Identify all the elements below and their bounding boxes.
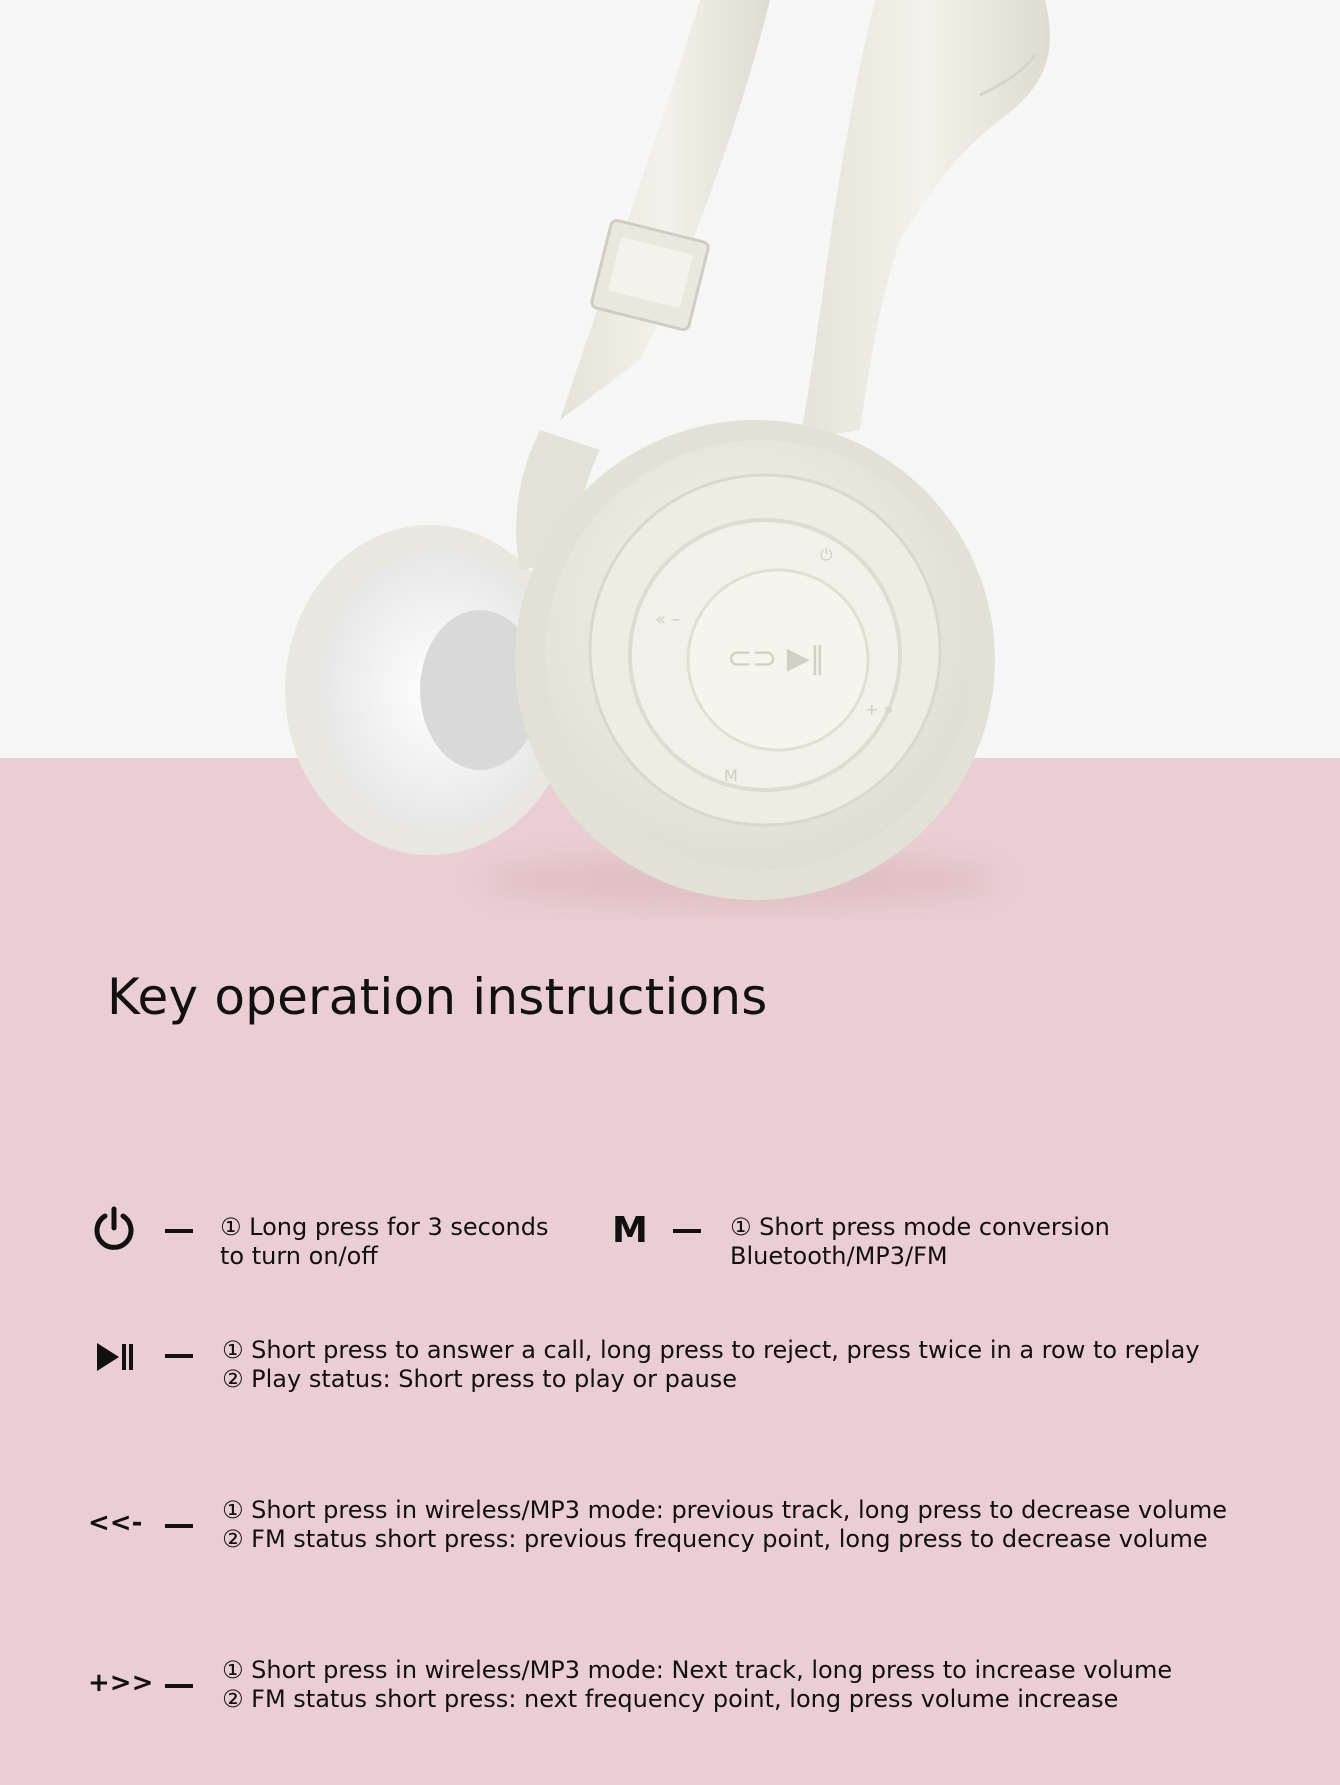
- description-line: ② FM status short press: previous frequency point, long press to decrease volume: [222, 1525, 1208, 1553]
- description-line: ② Play status: Short press to play or pause: [222, 1365, 738, 1393]
- page-title: Key operation instructions: [107, 968, 768, 1026]
- previous-key-symbol: <<-: [88, 1508, 143, 1538]
- power-icon: [92, 1206, 136, 1252]
- dash: [165, 1229, 193, 1233]
- svg-text:+ »: + »: [865, 700, 894, 719]
- play-pause-icon: [96, 1342, 136, 1372]
- next-key-description: [222, 1656, 1172, 1714]
- mode-key-symbol: M: [612, 1210, 648, 1251]
- next-key-symbol: +>>: [88, 1668, 154, 1698]
- dash: [165, 1524, 193, 1528]
- description-line: ② FM status short press: next frequency point, long press volume increase: [222, 1685, 1119, 1713]
- description-line: ① Short press mode conversion: [730, 1213, 1110, 1241]
- svg-text:« –: « –: [655, 609, 681, 630]
- dash: [165, 1354, 193, 1358]
- dash: [673, 1229, 701, 1233]
- previous-key-description: [222, 1496, 1227, 1554]
- svg-text:M: M: [724, 766, 738, 785]
- description-line: to turn on/off: [220, 1242, 378, 1270]
- description-line: ① Short press in wireless/MP3 mode: previous track, long press to decrease volume: [222, 1496, 1227, 1524]
- power-key-description: [220, 1213, 548, 1271]
- dash: [165, 1684, 193, 1688]
- play-key-description: [222, 1336, 1200, 1394]
- svg-text:⏻: ⏻: [820, 545, 833, 564]
- svg-text:⊂⊃ ▶‖: ⊂⊃ ▶‖: [727, 641, 825, 676]
- description-line: ① Short press in wireless/MP3 mode: Next track, long press to increase volume: [222, 1656, 1173, 1684]
- description-line: Bluetooth/MP3/FM: [730, 1242, 948, 1270]
- description-line: ① Short press to answer a call, long press to reject, press twice in a row to replay: [222, 1336, 1200, 1364]
- description-line: ① Long press for 3 seconds: [220, 1213, 549, 1241]
- mode-key-description: [730, 1213, 1110, 1271]
